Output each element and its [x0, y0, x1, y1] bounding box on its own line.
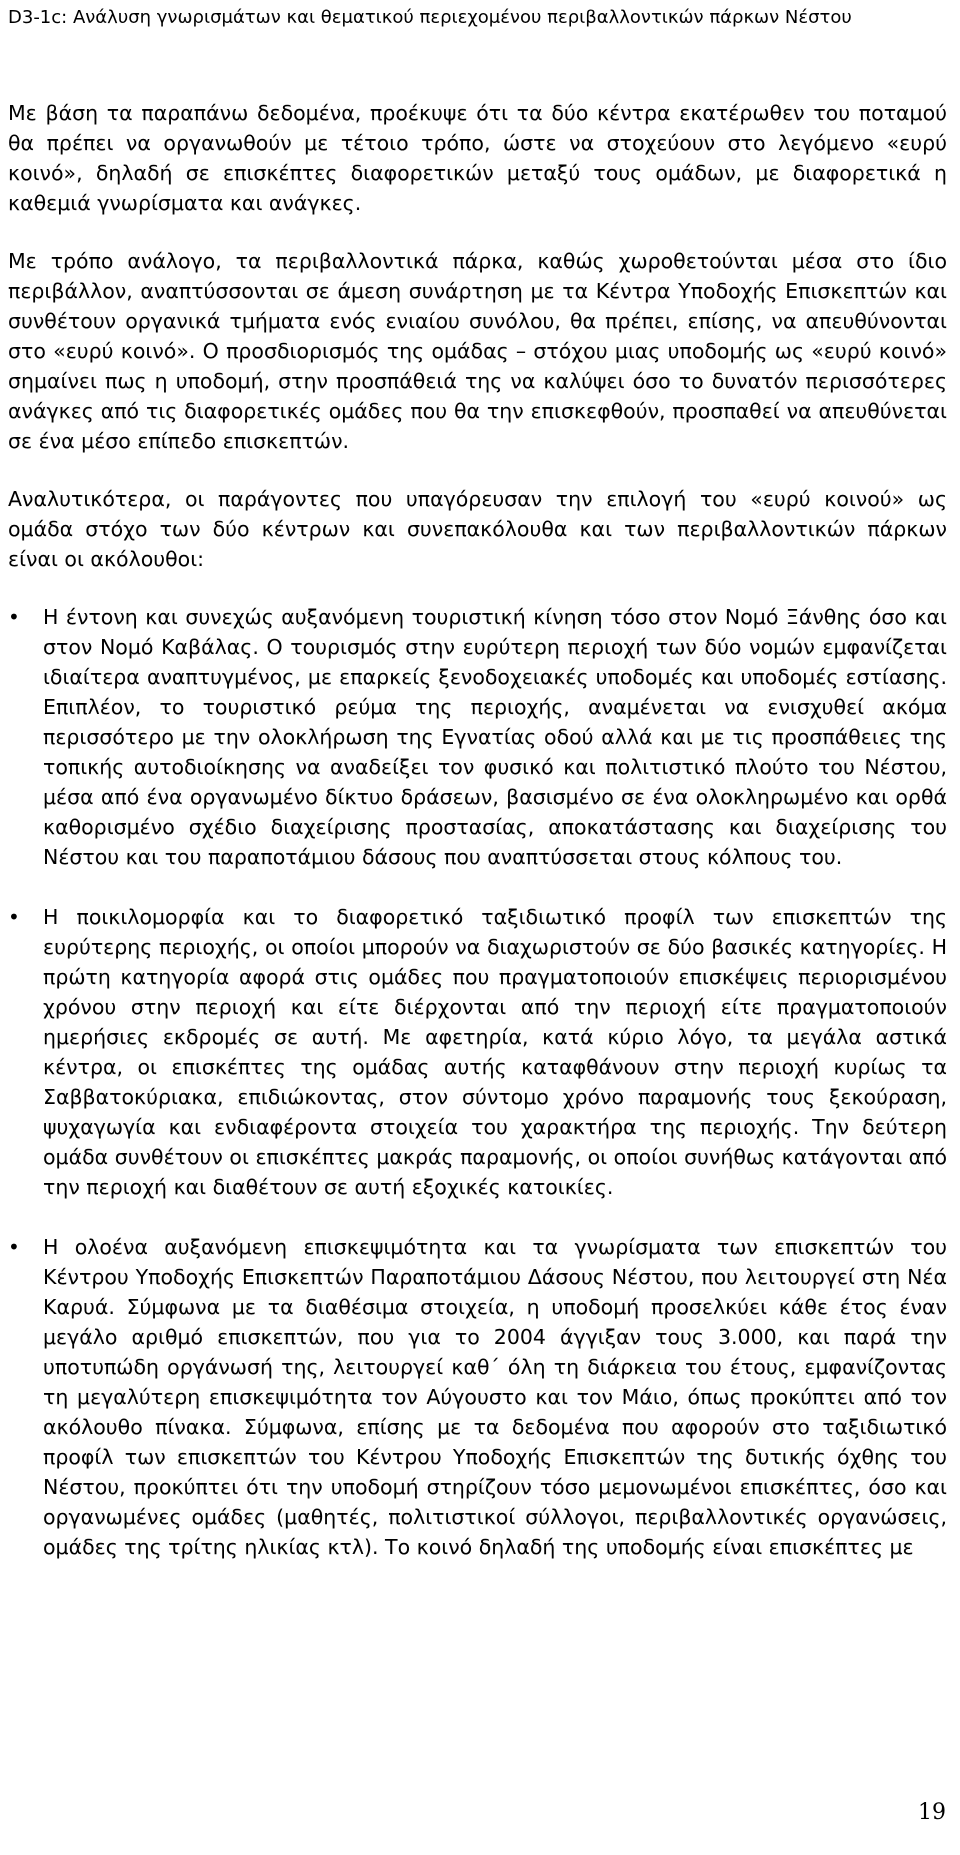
bullet-icon: •: [8, 1235, 20, 1259]
bullet-list: [8, 602, 947, 1562]
bullet-text: Η ολοένα αυξανόμενη επισκεψιμότητα και τα γνωρίσματα των επισκεπτών του Κέντρου Υποδοχής Επισκεπτών Παραποτάμιου Δάσους Νέστου, που λειτουργεί στη Νέα Καρυά. Σύμφωνα με τα διαθέσιμα στοιχεία, η υποδομή προσελκύει κάθε έτος έναν μεγάλο αριθμό επισκεπτών, που για το 2004 άγγιξαν τους 3.000, και παρά την υποτυπώδη οργάνωσή της, λειτουργεί καθ΄ όλη τη διάρκεια του έτους, εμφανίζοντας τη μεγαλύτερη επισκεψιμότητα τον Αύγουστο και τον Μάιο, όπως προκύπτει από τον ακόλουθο πίνακα. Σύμφωνα, επίσης με τα δεδομένα που αφορούν στο ταξιδιωτικό προφίλ των επισκεπτών του Κέντρου Υποδοχής Επισκεπτών της δυτικής όχθης του Νέστου, προκύπτει ότι την υποδομή στηρίζουν τόσο μεμονωμένοι επισκέπτες, όσο και οργανωμένες ομάδες (μαθητές, πολιτιστικοί σύλλογοι, περιβαλλοντικές οργανώσεις, ομάδες της τρίτης ηλικίας κτλ). Το κοινό δηλαδή της υποδομής είναι επισκέπτες με: [43, 1235, 947, 1559]
paragraph: Αναλυτικότερα, οι παράγοντες που υπαγόρευσαν την επιλογή του «ευρύ κοινού» ως ομάδα στόχο των δύο κέντρων και συνεπακόλουθα και των περιβαλλοντικών πάρκων είναι οι ακόλουθοι:: [8, 487, 947, 571]
bullet-icon: •: [8, 905, 20, 929]
bullet-icon: •: [8, 605, 20, 629]
document-body: [8, 98, 947, 1592]
paragraph: Με τρόπο ανάλογο, τα περιβαλλοντικά πάρκα, καθώς χωροθετούνται μέσα στο ίδιο περιβάλλον, αναπτύσσονται σε άμεση συνάρτηση με τα Κέντρα Υποδοχής Επισκεπτών και συνθέτουν οργανικά τμήματα ενός ενιαίου συνόλου, θα πρέπει, επίσης, να απευθύνονται στο «ευρύ κοινό». Ο προσδιορισμός της ομάδας – στόχου μιας υποδομής ως «ευρύ κοινό» σημαίνει πως η υποδομή, στην προσπάθειά της να καλύψει όσο το δυνατόν περισσότερες ανάγκες από τις διαφορετικές ομάδες που θα την επισκεφθούν, προσπαθεί να απευθύνεται σε ένα μέσο επίπεδο επισκεπτών.: [8, 249, 947, 453]
bullet-item: [8, 902, 947, 1202]
bullet-item: [8, 602, 947, 872]
bullet-item: [8, 1232, 947, 1562]
page-number: 19: [918, 1800, 946, 1825]
paragraph: Με βάση τα παραπάνω δεδομένα, προέκυψε ότι τα δύο κέντρα εκατέρωθεν του ποταμού θα πρέπει να οργανωθούν με τέτοιο τρόπο, ώστε να στοχεύουν στο λεγόμενο «ευρύ κοινό», δηλαδή σε επισκέπτες διαφορετικών μεταξύ τους ομάδων, με διαφορετικά η καθεμιά γνωρίσματα και ανάγκες.: [8, 101, 947, 215]
document-header: D3-1c: Ανάλυση γνωρισμάτων και θεματικού περιεχομένου περιβαλλοντικών πάρκων Νέστου: [8, 7, 852, 28]
bullet-text: Η ποικιλομορφία και το διαφορετικό ταξιδιωτικό προφίλ των επισκεπτών της ευρύτερης περιοχής, οι οποίοι μπορούν να διαχωριστούν σε δύο βασικές κατηγορίες. Η πρώτη κατηγορία αφορά στις ομάδες που πραγματοποιούν επισκέψεις περιορισμένου χρόνου στην περιοχή και είτε διέρχονται από την περιοχή είτε πραγματοποιούν ημερήσιες εκδρομές σε αυτή. Με αφετηρία, κατά κύριο λόγο, τα μεγάλα αστικά κέντρα, οι επισκέπτες της ομάδας αυτής καταφθάνουν στην περιοχή κυρίως τα Σαββατοκύριακα, επιδιώκοντας, στον σύντομο χρόνο παραμονής τους ξεκούραση, ψυχαγωγία και ενδιαφέροντα στοιχεία του χαρακτήρα της περιοχής. Την δεύτερη ομάδα συνθέτουν οι επισκέπτες μακράς παραμονής, οι οποίοι συνήθως κατάγονται από την περιοχή και διαθέτουν σε αυτή εξοχικές κατοικίες.: [43, 905, 947, 1199]
bullet-text: Η έντονη και συνεχώς αυξανόμενη τουριστική κίνηση τόσο στον Νομό Ξάνθης όσο και στον Νομό Καβάλας. Ο τουρισμός στην ευρύτερη περιοχή των δύο νομών εμφανίζεται ιδιαίτερα αναπτυγμένος, με επαρκείς ξενοδοχειακές υποδομές και υποδομές εστίασης. Επιπλέον, το τουριστικό ρεύμα της περιοχής, αναμένεται να ενισχυθεί ακόμα περισσότερο με την ολοκλήρωση της Εγνατίας οδού αλλά και με τις προσπάθειες της τοπικής αυτοδιοίκησης να αναδείξει τον φυσικό και πολιτιστικό πλούτο του Νέστου, μέσα από ένα οργανωμένο δίκτυο δράσεων, βασισμένο σε ένα ολοκληρωμένο και ορθά καθορισμένο σχέδιο διαχείρισης προστασίας, αποκατάστασης και διαχείρισης του Νέστου και του παραποτάμιου δάσους που αναπτύσσεται στους κόλπους του.: [43, 605, 947, 869]
